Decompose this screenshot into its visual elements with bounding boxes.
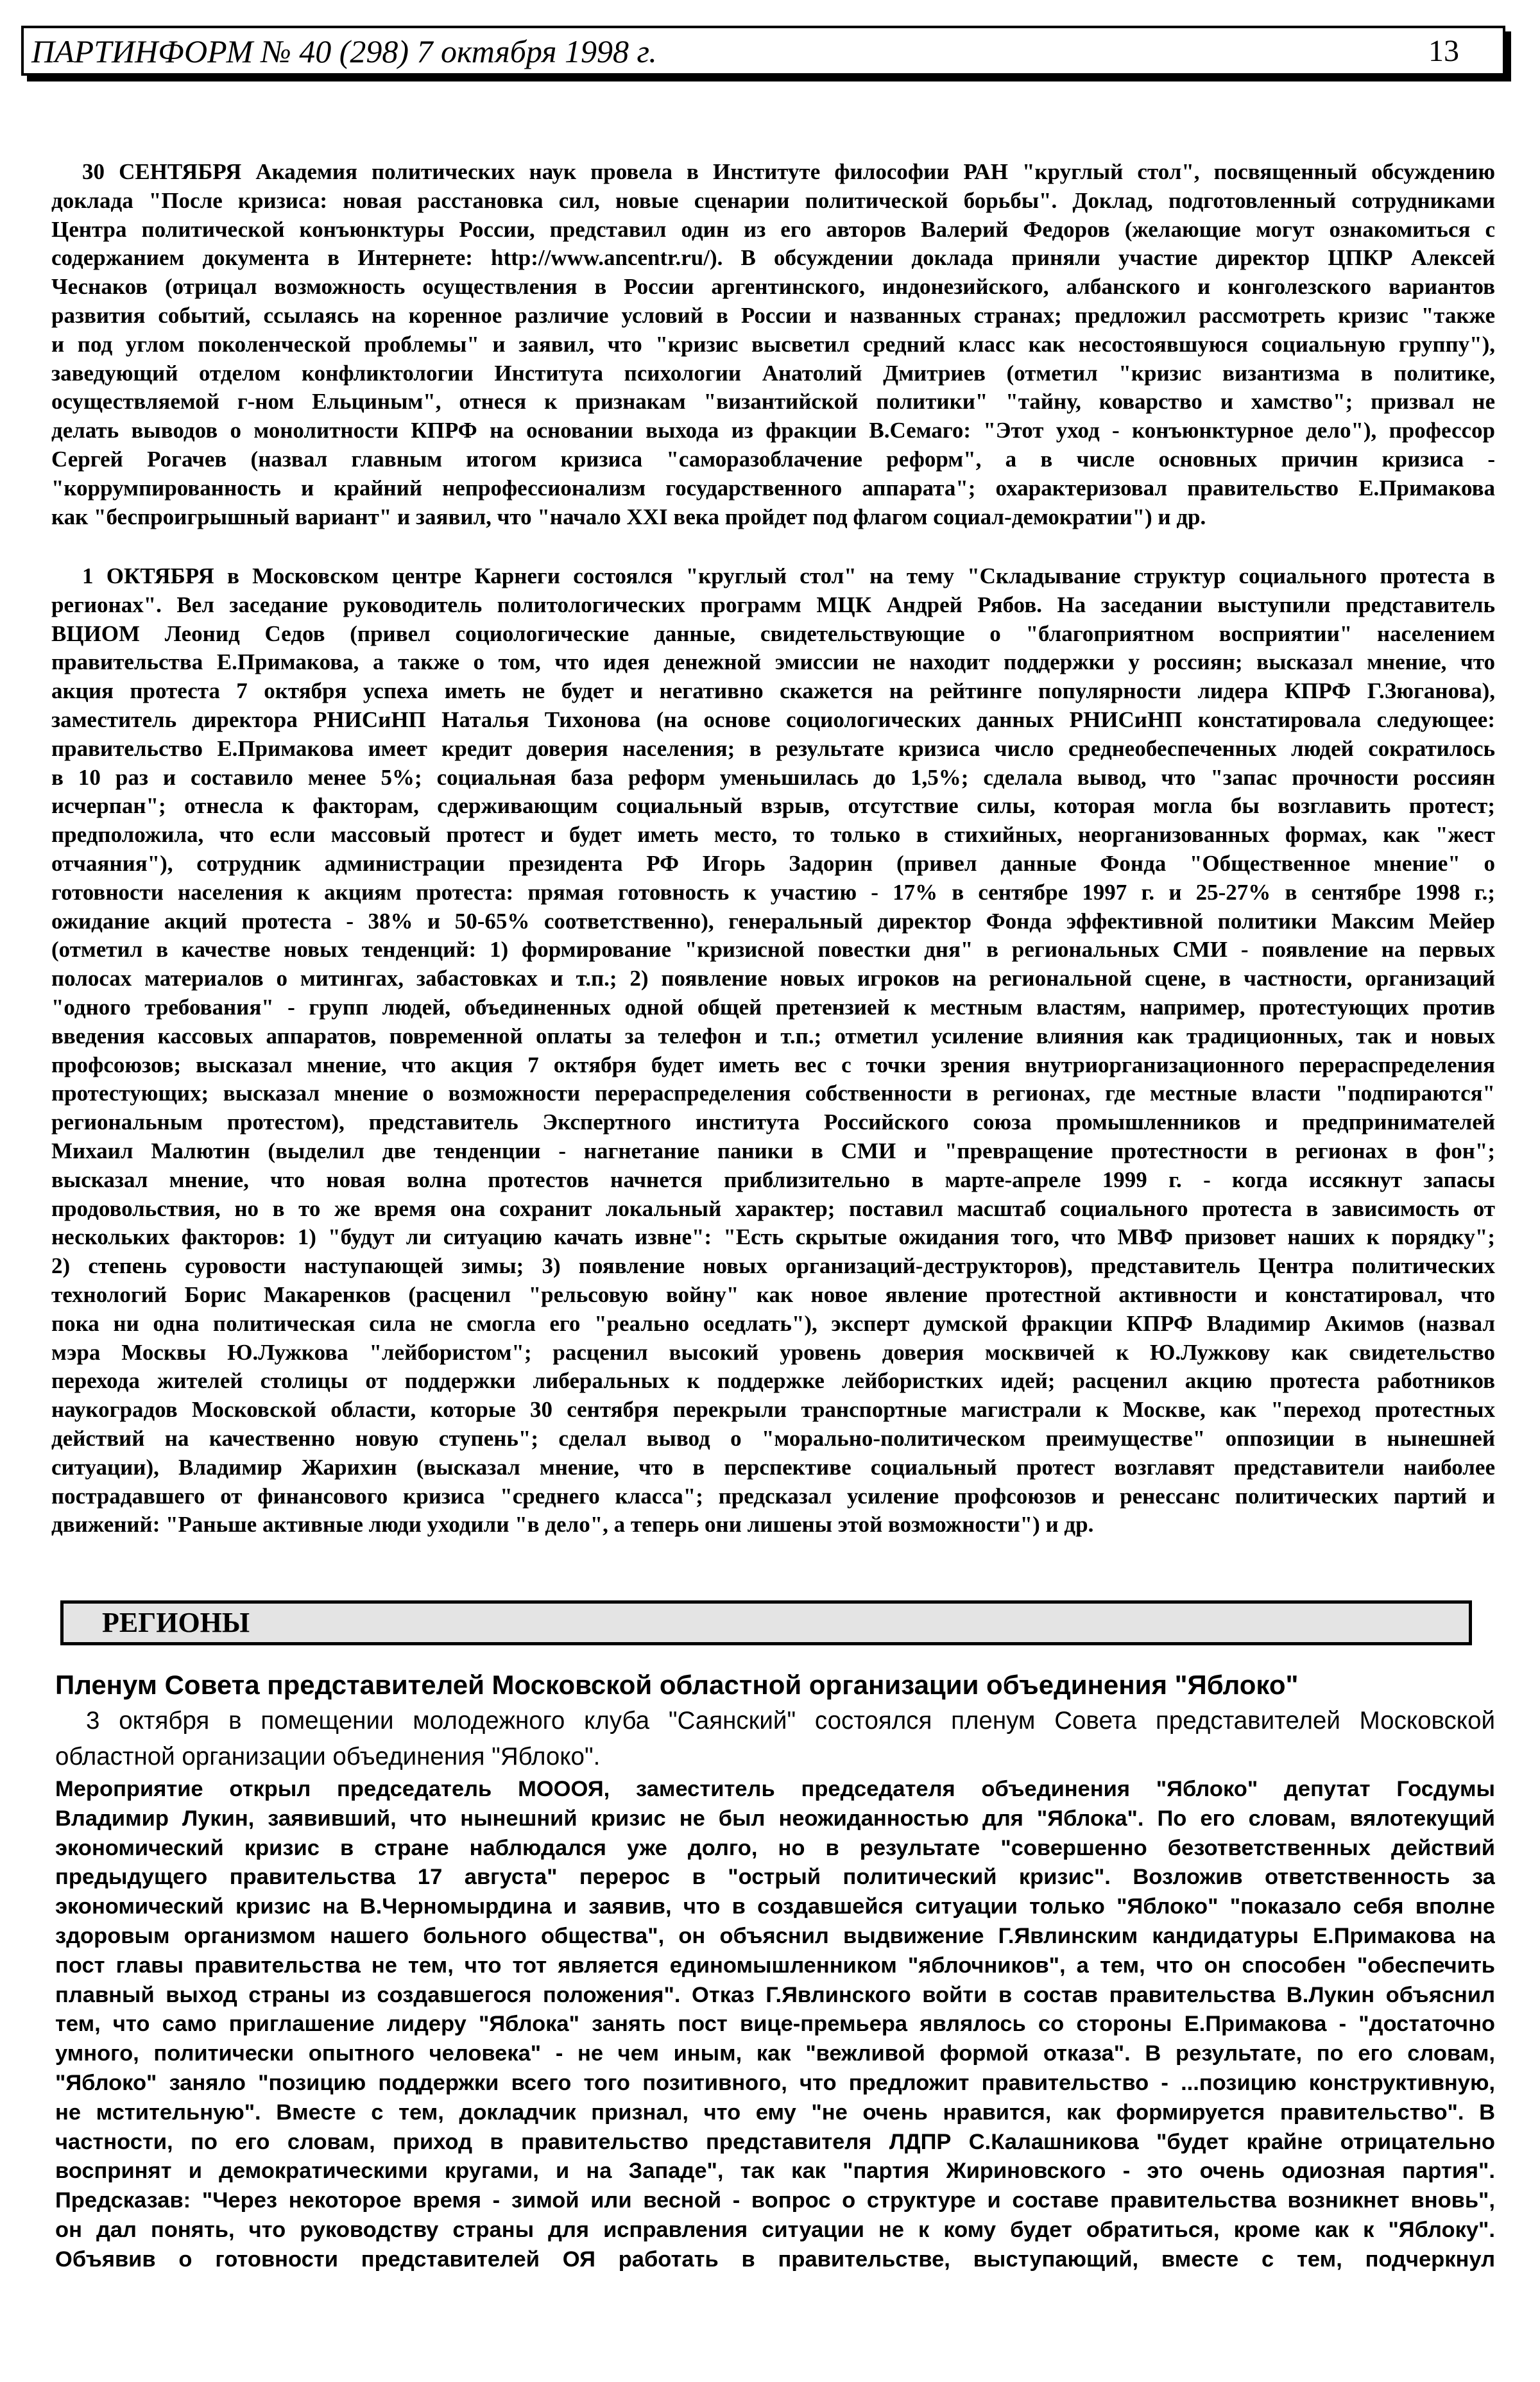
text-line: экономический кризис в стране наблюдался уже долго, но в результате "совершенно безответственных действий	[55, 1835, 1495, 1860]
text-line: заместитель директора РНИСиНП Наталья Тихонова (на основе социологических данных РНИСиНП констатировала следующее:	[51, 707, 1495, 732]
text-line: движений: "Раньше активные люди уходили "в дело", а теперь они лишены этой возможности") и др.	[51, 1512, 1094, 1538]
text-line: Центра политической конъюнктуры России, представил один из его авторов Валерий Федоров (желающие могут ознакомиться с	[51, 216, 1495, 242]
text-line: экономический кризис на В.Черномырдина и заявив, что в создавшейся ситуации только "Яблоко" "показало себя вполне	[55, 1894, 1495, 1919]
text-line: профсоюзов; высказал мнение, что акция 7 октября будет иметь вес с точки зрения внутриорганизационного перераспределения	[51, 1052, 1495, 1077]
paragraph-sept-30	[51, 158, 1495, 531]
text-line: Сергей Рогачев (назвал главным итогом кризиса "саморазоблачение реформ", а в числе основных причин кризиса -	[51, 446, 1495, 472]
text-line: полосах материалов о митингах, забастовках и т.п.; 2) появление новых игроков на региональной сцене, в частности, организаций	[51, 966, 1495, 991]
article-title: Пленум Совета представителей Московской областной организации объединения "Яблоко"	[55, 1670, 1299, 1700]
text-line: предыдущего правительства 17 августа" перерос в "острый политический кризис". Возложив ответственность за	[55, 1865, 1495, 1890]
text-line: правительство Е.Примакова имеет кредит доверия населения; в результате кризиса число среднеобеспеченных людей сократилось	[51, 735, 1495, 761]
text-line: как "беспроигрышный вариант" и заявил, что "начало XXI века пройдет под флагом социал-демократии") и др.	[51, 504, 1206, 529]
text-line: он дал понять, что руководству страны для исправления ситуации не к кому будет обратиться, кроме как к "Яблоку".	[55, 2217, 1495, 2242]
text-line: отчаяния"), сотрудник администрации президента РФ Игорь Задорин (привел данные Фонда "Общественное мнение" о	[51, 850, 1495, 876]
text-line: тем, что само приглашение лидеру "Яблока" занять пост вице-премьера являлось со стороны Е.Примакова - "достаточно	[55, 2012, 1495, 2037]
text-line: региональным протестом), представитель Экспертного института Российского союза промышленников и предпринимателей	[51, 1110, 1495, 1135]
page-header	[21, 26, 1505, 76]
text-line: воспринят и демократическими кругами, и на Западе", так как "партия Жириновского - это очень одиозная партия".	[55, 2159, 1495, 2184]
text-line: "Яблоко" заняло "позицию поддержки всего того позитивного, что предложит правительство - ...позицию конструктивную,	[55, 2070, 1495, 2095]
text-line: 1 ОКТЯБРЯ в Московском центре Карнеги состоялся "круглый стол" на тему "Складывание структур социального протеста в	[82, 563, 1495, 588]
text-line: акция протеста 7 октября успеха иметь не будет и негативно скажется на рейтинге популярности лидера КПРФ Г.Зюганова),	[51, 678, 1495, 704]
text-line: Михаил Малютин (выделил две тенденции - нагнетание паники в СМИ и "превращение протестности в регионах в фон";	[51, 1138, 1495, 1163]
text-line: в 10 раз и составило менее 5%; социальная база реформ уменьшилась до 1,5%; сделала вывод, что "запас прочности россиян	[51, 764, 1495, 790]
text-line: технологий Борис Макаренков (расценил "рельсовую войну" как новое явление протестной активности и констатировал, что	[51, 1281, 1495, 1307]
text-line: продовольствия, но в то же время она сохранит локальный характер; поставил масштаб социального протеста в зависимость от	[51, 1195, 1495, 1221]
text-line: ситуации), Владимир Жарихин (высказал мнение, что в перспективе социальный протест возглавят представители наиболее	[51, 1454, 1495, 1480]
text-line: правительства Е.Примакова, а также о том, что идея денежной эмиссии не находит поддержки у россиян; высказал мнение, что	[51, 649, 1495, 675]
text-line: Объявив о готовности представителей ОЯ работать в правительстве, выступающий, вместе с тем, подчеркнул	[55, 2247, 1495, 2272]
text-line: наукоградов Московской области, которые 30 сентября перекрыли транспортные магистрали к Москве, как "переход протестных	[51, 1397, 1495, 1423]
text-line: Владимир Лукин, заявивший, что нынешний кризис не был неожиданностью для "Яблока". По его словам, вялотекущий	[55, 1806, 1495, 1831]
text-line: частности, по его словам, приход в правительство представителя ЛДПР С.Калашникова "будет крайне отрицательно	[55, 2129, 1495, 2154]
text-line: Чеснаков (отрицал возможность осуществления в России аргентинского, индонезийского, албанского и конголезского вариантов	[51, 274, 1495, 300]
text-line: здоровым организмом нашего больного общества", он объяснил выдвижение Г.Явлинским кандидатуры Е.Примакова на	[55, 1923, 1495, 1948]
text-line: делать выводов о монолитности КПРФ на основании выхода из фракции В.Семаго: "Этот уход - конъюнктурное дело"), профессор	[51, 418, 1495, 443]
text-line: ВЦИОМ Леонид Седов (привел социологические данные, свидетельствующие о "благоприятном восприятии" населением	[51, 621, 1495, 646]
text-line: умного, политически опытного человека" - не чем иным, как "вежливой формой отказа". В результате, по его словам,	[55, 2041, 1495, 2066]
text-line: и под углом поколенческой проблемы" и заявил, что "кризис высветил средний класс как несостоявшуюся социальную группу"),	[51, 331, 1495, 357]
text-line: введения кассовых аппаратов, повременной оплаты за телефон и т.п.; отметил усиление влияния как традиционных, так и новых	[51, 1023, 1495, 1049]
text-line: протестующих; высказал мнение о возможности перераспределения собственности в регионах, где местные власти "подпираются"	[51, 1081, 1495, 1106]
section-label: РЕГИОНЫ	[102, 1607, 250, 1638]
text-line: пока ни одна политическая сила не смогла его "реально оседлать"), эксперт думской фракции КПРФ Владимир Акимов (назвал	[51, 1310, 1495, 1336]
article-body	[55, 1775, 1495, 2275]
text-line: развития событий, ссылаясь на коренное различие условий в России и названных странах; предложил рассмотреть кризис "также	[51, 302, 1495, 328]
text-line: готовности населения к акциям протеста: прямая готовность к участию - 17% в сентябре 1997 г. и 25-27% в сентябре 1998 г.;	[51, 879, 1495, 905]
text-line: 30 СЕНТЯБРЯ Академия политических наук провела в Институте философии РАН "круглый стол", посвященный обсуждению	[82, 159, 1495, 184]
text-line: нескольких факторов: 1) "будут ли ситуацию качать извне": "Есть скрытые ожидания того, что МВФ призовет наших к порядку";	[51, 1224, 1495, 1250]
text-line: не мстительную". Вместе с тем, докладчик признал, что ему "не очень нравится, как формируется правительство". В	[55, 2100, 1495, 2125]
text-line: заведующий отделом конфликтологии Института психологии Анатолий Дмитриев (отметил "кризис византизма в политике,	[51, 360, 1495, 386]
text-line: действий на качественно новую ступень"; сделал вывод о "морально-политическом преимуществе" оппозиции в нынешней	[51, 1425, 1495, 1451]
text-line: пост главы правительства не тем, что тот является единомышленником "яблочников", а тем, что он способен "обеспечить	[55, 1953, 1495, 1978]
page-number: 13	[1428, 34, 1459, 68]
text-line: "одного требования" - групп людей, объединенных одной общей претензией к местным властям, например, протестующих против	[51, 994, 1495, 1020]
publication-title: ПАРТИНФОРМ № 40 (298) 7 октября 1998 г.	[31, 33, 657, 69]
text-line: предположила, что если массовый протест и будет иметь место, то только в стихийных, неорганизованных формах, как "жест	[51, 822, 1495, 848]
text-line: 2) степень суровости наступающей зимы; 3) появление новых организаций-деструкторов), представитель Центра политических	[51, 1253, 1495, 1279]
section-banner	[60, 1600, 1472, 1645]
paragraph-oct-1	[51, 562, 1495, 1539]
text-line: содержанием документа в Интернете: http://www.ancentr.ru/). В обсуждении доклада приняли участие директор ЦПКР Алексей	[51, 245, 1495, 271]
text-line: перехода жителей столицы от поддержки либеральных к поддержке лейбористких идей; расценил акцию протеста работников	[51, 1368, 1495, 1394]
text-line: (отметил в качестве новых тенденций: 1) формирование "кризисной повестки дня" в региональных СМИ - появление на первых	[51, 937, 1495, 963]
text-line: регионах". Вел заседание руководитель политологических программ МЦК Андрей Рябов. На заседании выступили представитель	[51, 592, 1495, 617]
text-line: доклада "После кризиса: новая расстановка сил, новые сценарии политической борьбы". Доклад, подготовленный сотрудниками	[51, 187, 1495, 213]
text-line: пострадавшего от финансового кризиса "среднего класса"; предсказал усиление профсоюзов и ренессанс политических партий и	[51, 1483, 1495, 1509]
text-line: осуществляемой г-ном Ельциным", отнеся к признакам "византийской политики" "тайну, коварство и хамство"; призвал не	[51, 389, 1495, 415]
text-line: исчерпан"; отнесла к факторам, сдерживающим социальный взрыв, отсутствие силы, которая могла бы возглавить протест;	[51, 793, 1495, 819]
text-line: "коррумпированность и крайний непрофессионализм государственного аппарата"; охарактеризовал правительство Е.Примакова	[51, 475, 1495, 501]
text-line: ожидание акций протеста - 38% и 50-65% соответственно), генеральный директор Фонда эффективной политики Максим Мейер	[51, 908, 1495, 934]
text-line: Предсказав: "Через некоторое время - зимой или весной - вопрос о структуре и составе правительства возникнет вновь",	[55, 2188, 1495, 2213]
text-line: мэра Москвы Ю.Лужкова "лейбористом"; расценил высокий уровень доверия москвичей к Ю.Лужкову как свидетельство	[51, 1339, 1495, 1365]
article-lead	[55, 1703, 1495, 1775]
text-line: областной организации объединения "Яблоко".	[55, 1743, 601, 1770]
text-line: высказал мнение, что новая волна протестов начнется приблизительно в марте-апреле 1999 г. - когда иссякнут запасы	[51, 1167, 1495, 1192]
text-line: Мероприятие открыл председатель МОООЯ, заместитель председателя объединения "Яблоко" депутат Госдумы	[55, 1777, 1495, 1801]
text-line: плавный выход страны из создавшегося положения". Отказ Г.Явлинского войти в состав правительства В.Лукин объяснил	[55, 1982, 1495, 2007]
text-line: 3 октября в помещении молодежного клуба "Саянский" состоялся пленум Совета представителей Московской	[86, 1707, 1495, 1735]
